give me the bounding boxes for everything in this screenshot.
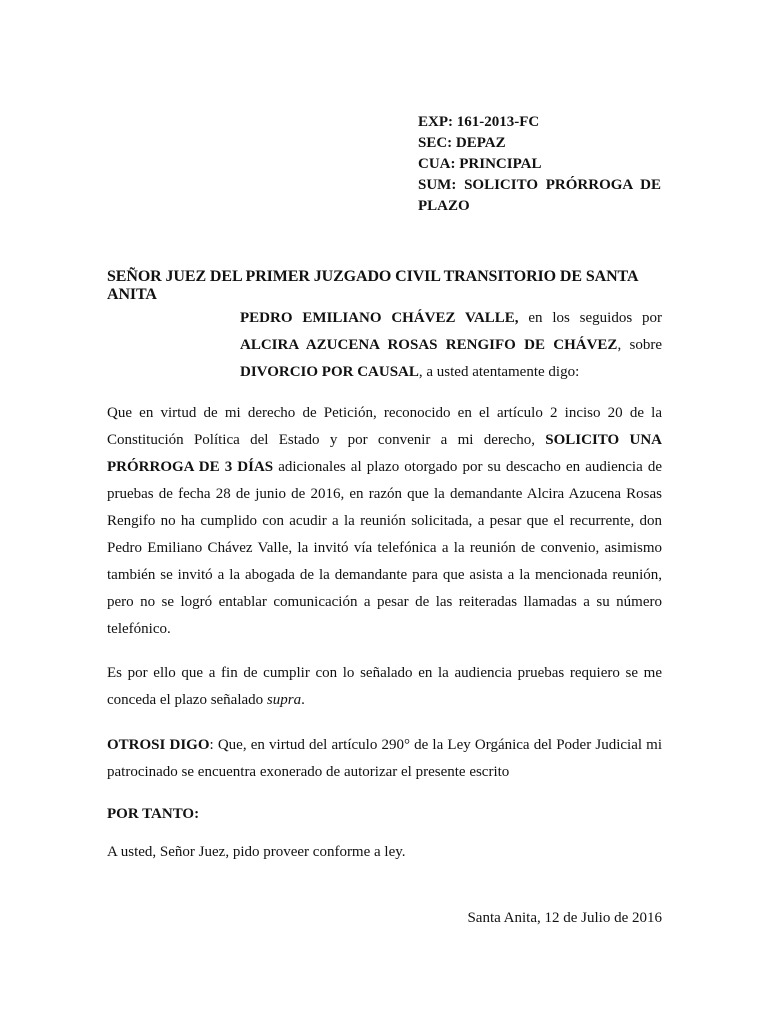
p1-text-b: adicionales al plazo otorgado por su descacho en audiencia de pruebas de fecha 28 de junio de 2016, en razón que la demandante Alcira Azucena Rosas Rengifo no ha cumplido con acudir a la reunión solicitada, a pesar que el recurrente, don Pedro Emiliano Chávez Valle, la invitó vía telefónica a la reunión de convenio, asimismo también se invitó a la abogada de la demandante para que asista a la mencionada reunión, pero no se logró entablar comunicación a pesar de las reiteradas llamadas a su número telefónico. [107, 459, 662, 637]
defendant-name: ALCIRA AZUCENA ROSAS RENGIFO DE CHÁVEZ [240, 337, 618, 353]
por-tanto-heading: POR TANTO: [107, 806, 200, 822]
p1-request-bold: SOLICITO UNA PRÓRROGA DE 3 DÍAS [107, 432, 662, 475]
p2-supra: supra [266, 692, 302, 708]
body-paragraph-reason [107, 660, 662, 714]
p2-text-a: Es por ello que a fin de cumplir con lo señalado en la audiencia pruebas requiero se me conceda el plazo señalado [107, 665, 662, 708]
p3-text: : Que, en virtud del artículo 290° de la Ley Orgánica del Poder Judicial mi patrocinado se encuentra exonerado de autorizar el presente escrito [107, 737, 663, 780]
cua: CUA: PRINCIPAL [418, 156, 542, 172]
expediente-number: EXP: 161-2013-FC [418, 114, 540, 130]
body-paragraph-otrosi [107, 732, 662, 786]
intro-text-2: , sobre [617, 337, 662, 353]
case-header [418, 112, 661, 217]
plaintiff-name: PEDRO EMILIANO CHÁVEZ VALLE, [240, 310, 519, 326]
addressee-heading: SEÑOR JUEZ DEL PRIMER JUZGADO CIVIL TRANSITORIO DE SANTA ANITA [107, 268, 638, 303]
final-request: A usted, Señor Juez, pido proveer conforme a ley. [107, 844, 406, 860]
place-date: Santa Anita, 12 de Julio de 2016 [467, 910, 662, 926]
p1-text-a: Que en virtud de mi derecho de Petición, reconocido en el artículo 2 inciso 20 de la Constitución Política del Estado y por convenir a mi derecho, [107, 405, 662, 448]
otrosi-label: OTROSI DIGO [107, 737, 210, 753]
intro-paragraph [240, 305, 662, 386]
summary: SUM: SOLICITO PRÓRROGA DE PLAZO [418, 177, 661, 214]
secretary: SEC: DEPAZ [418, 135, 506, 151]
intro-text-3: , a usted atentamente digo: [418, 364, 580, 380]
p2-text-b: . [301, 692, 305, 708]
case-matter: DIVORCIO POR CAUSAL [240, 364, 419, 380]
intro-text-1: en los seguidos por [518, 310, 662, 326]
body-paragraph-request [107, 400, 662, 643]
